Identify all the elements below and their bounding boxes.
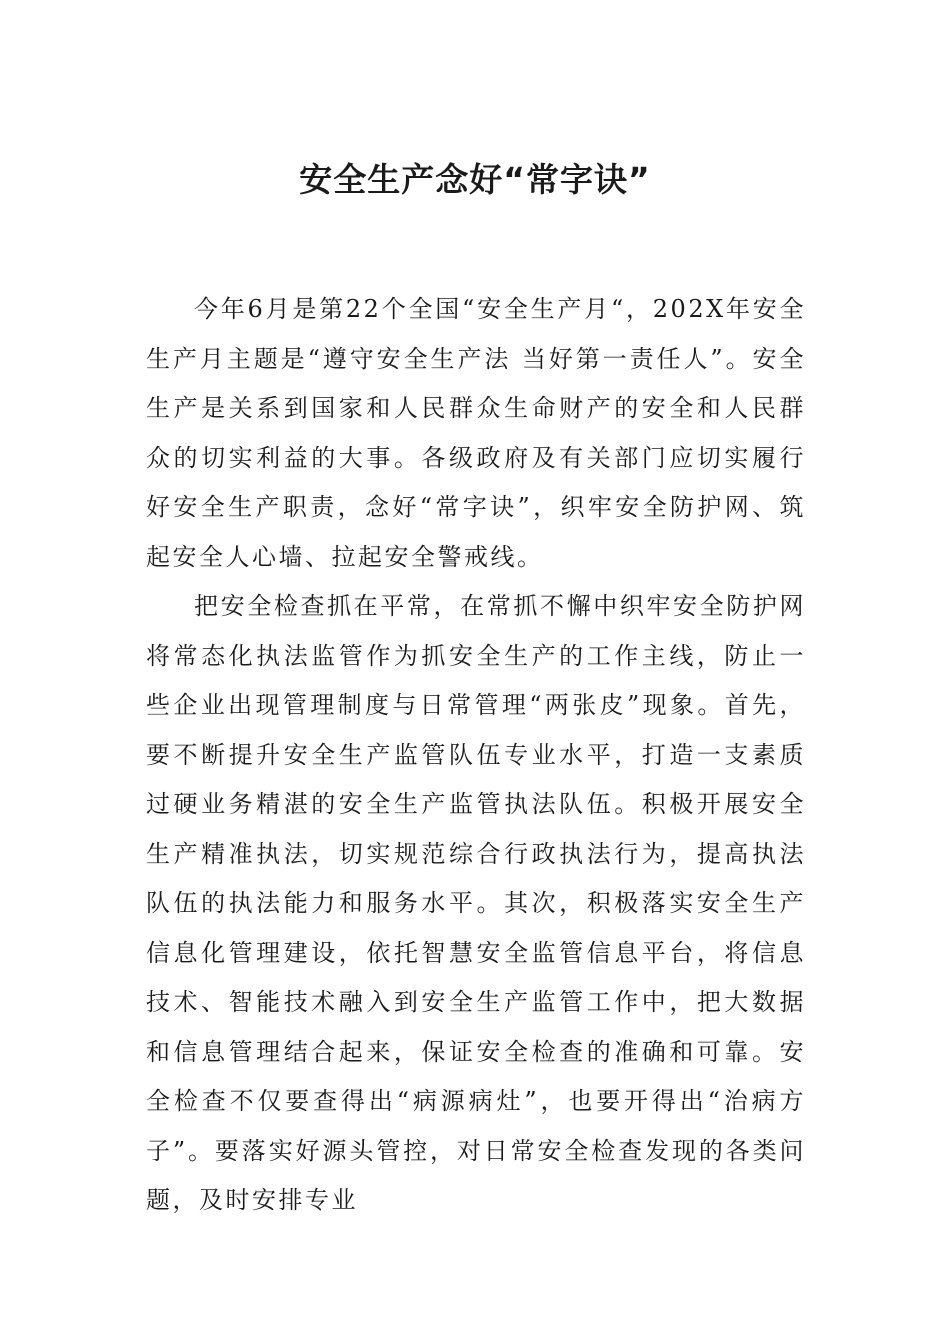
document-body xyxy=(146,285,806,1226)
paragraph-1: 今年6月是第22个全国“安全生产月“，202X年安全生产月主题是“遵守安全生产法 当好第一责任人”。安全生产是关系到国家和人民群众生命财产的安全和人民群众的切实利益的大事。各级政府及有关部门应切实履行好安全生产职责，念好“常字诀”，织牢安全防护网、筑起安全人心墙、拉起安全警戒线。 xyxy=(146,295,806,571)
paragraph-2: 把安全检查抓在平常，在常抓不懈中织牢安全防护网将常态化执法监管作为抓安全生产的工作主线，防止一些企业出现管理制度与日常管理“两张皮”现象。首先，要不断提升安全生产监管队伍专业水平，打造一支素质过硬业务精湛的安全生产监管执法队伍。积极开展安全生产精准执法，切实规范综合行政执法行为，提高执法队伍的执法能力和服务水平。其次，积极落实安全生产信息化管理建设，依托智慧安全监管信息平台，将信息技术、智能技术融入到安全生产监管工作中，把大数据和信息管理结合起来，保证安全检查的准确和可靠。安全检查不仅要查得出“病源病灶”，也要开得出“治病方子”。要落实好源头管控，对日常安全检查发现的各类问题，及时安排专业 xyxy=(146,592,806,1214)
document-title: 安全生产念好“常字诀” xyxy=(299,160,651,199)
